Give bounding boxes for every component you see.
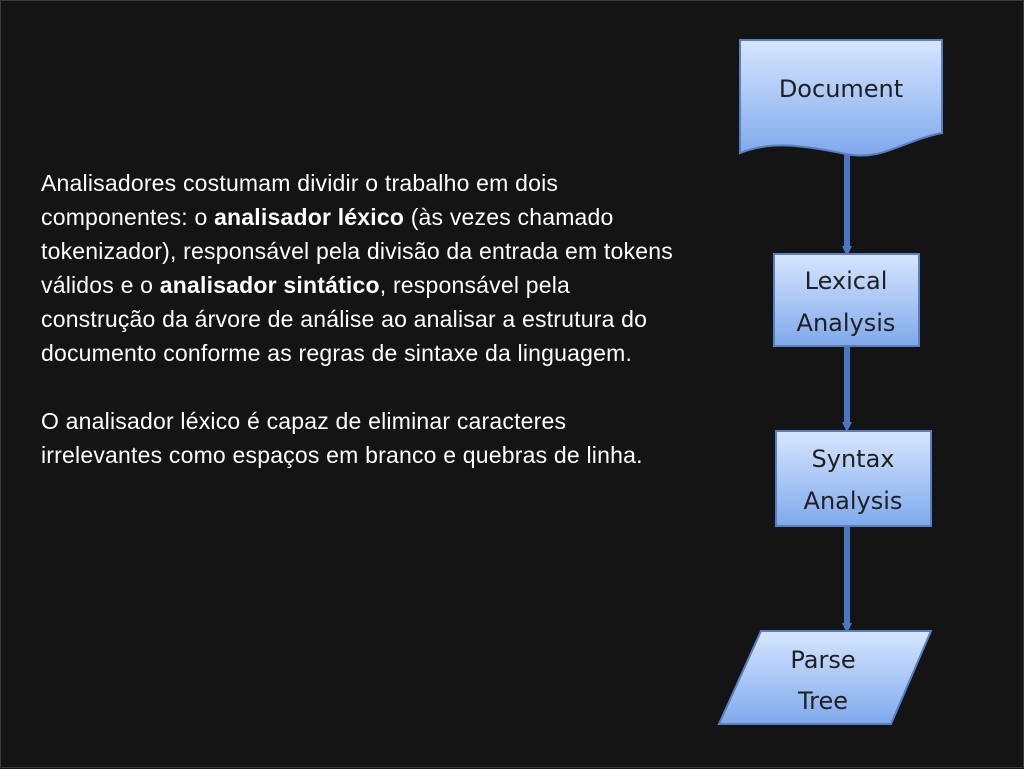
node-parse-tree bbox=[719, 631, 931, 724]
term-lexer: analisador léxico bbox=[214, 204, 405, 230]
paragraph-1-text-b: (às vezes chamado tokenizador), responsável pela divisão da entrada em tokens válidos e o bbox=[41, 204, 673, 298]
paragraph-1-text-c: , responsável pela construção da árvore de análise ao analisar a estrutura do documento conforme as regras de sintaxe da linguagem. bbox=[41, 272, 648, 366]
syntax-label-line1: Syntax bbox=[811, 445, 895, 473]
parse-label-line1: Parse bbox=[790, 646, 856, 674]
paragraph-2: O analisador léxico é capaz de eliminar caracteres irrelevantes como espaços em branco e quebras de linha. bbox=[41, 408, 643, 468]
parse-label-line2: Tree bbox=[797, 687, 849, 715]
term-parser: analisador sintático bbox=[159, 272, 380, 298]
lexical-label-line2: Analysis bbox=[796, 309, 896, 337]
lexical-label-line1: Lexical bbox=[804, 267, 888, 295]
paragraph-1-text-a: Analisadores costumam dividir o trabalho em dois componentes: o bbox=[41, 170, 559, 230]
document-label: Document bbox=[778, 75, 904, 103]
node-lexical-analysis bbox=[774, 254, 919, 346]
node-document bbox=[740, 40, 942, 156]
flow-diagram bbox=[1, 1, 1024, 769]
syntax-label-line2: Analysis bbox=[803, 487, 903, 515]
node-syntax-analysis bbox=[776, 431, 931, 526]
